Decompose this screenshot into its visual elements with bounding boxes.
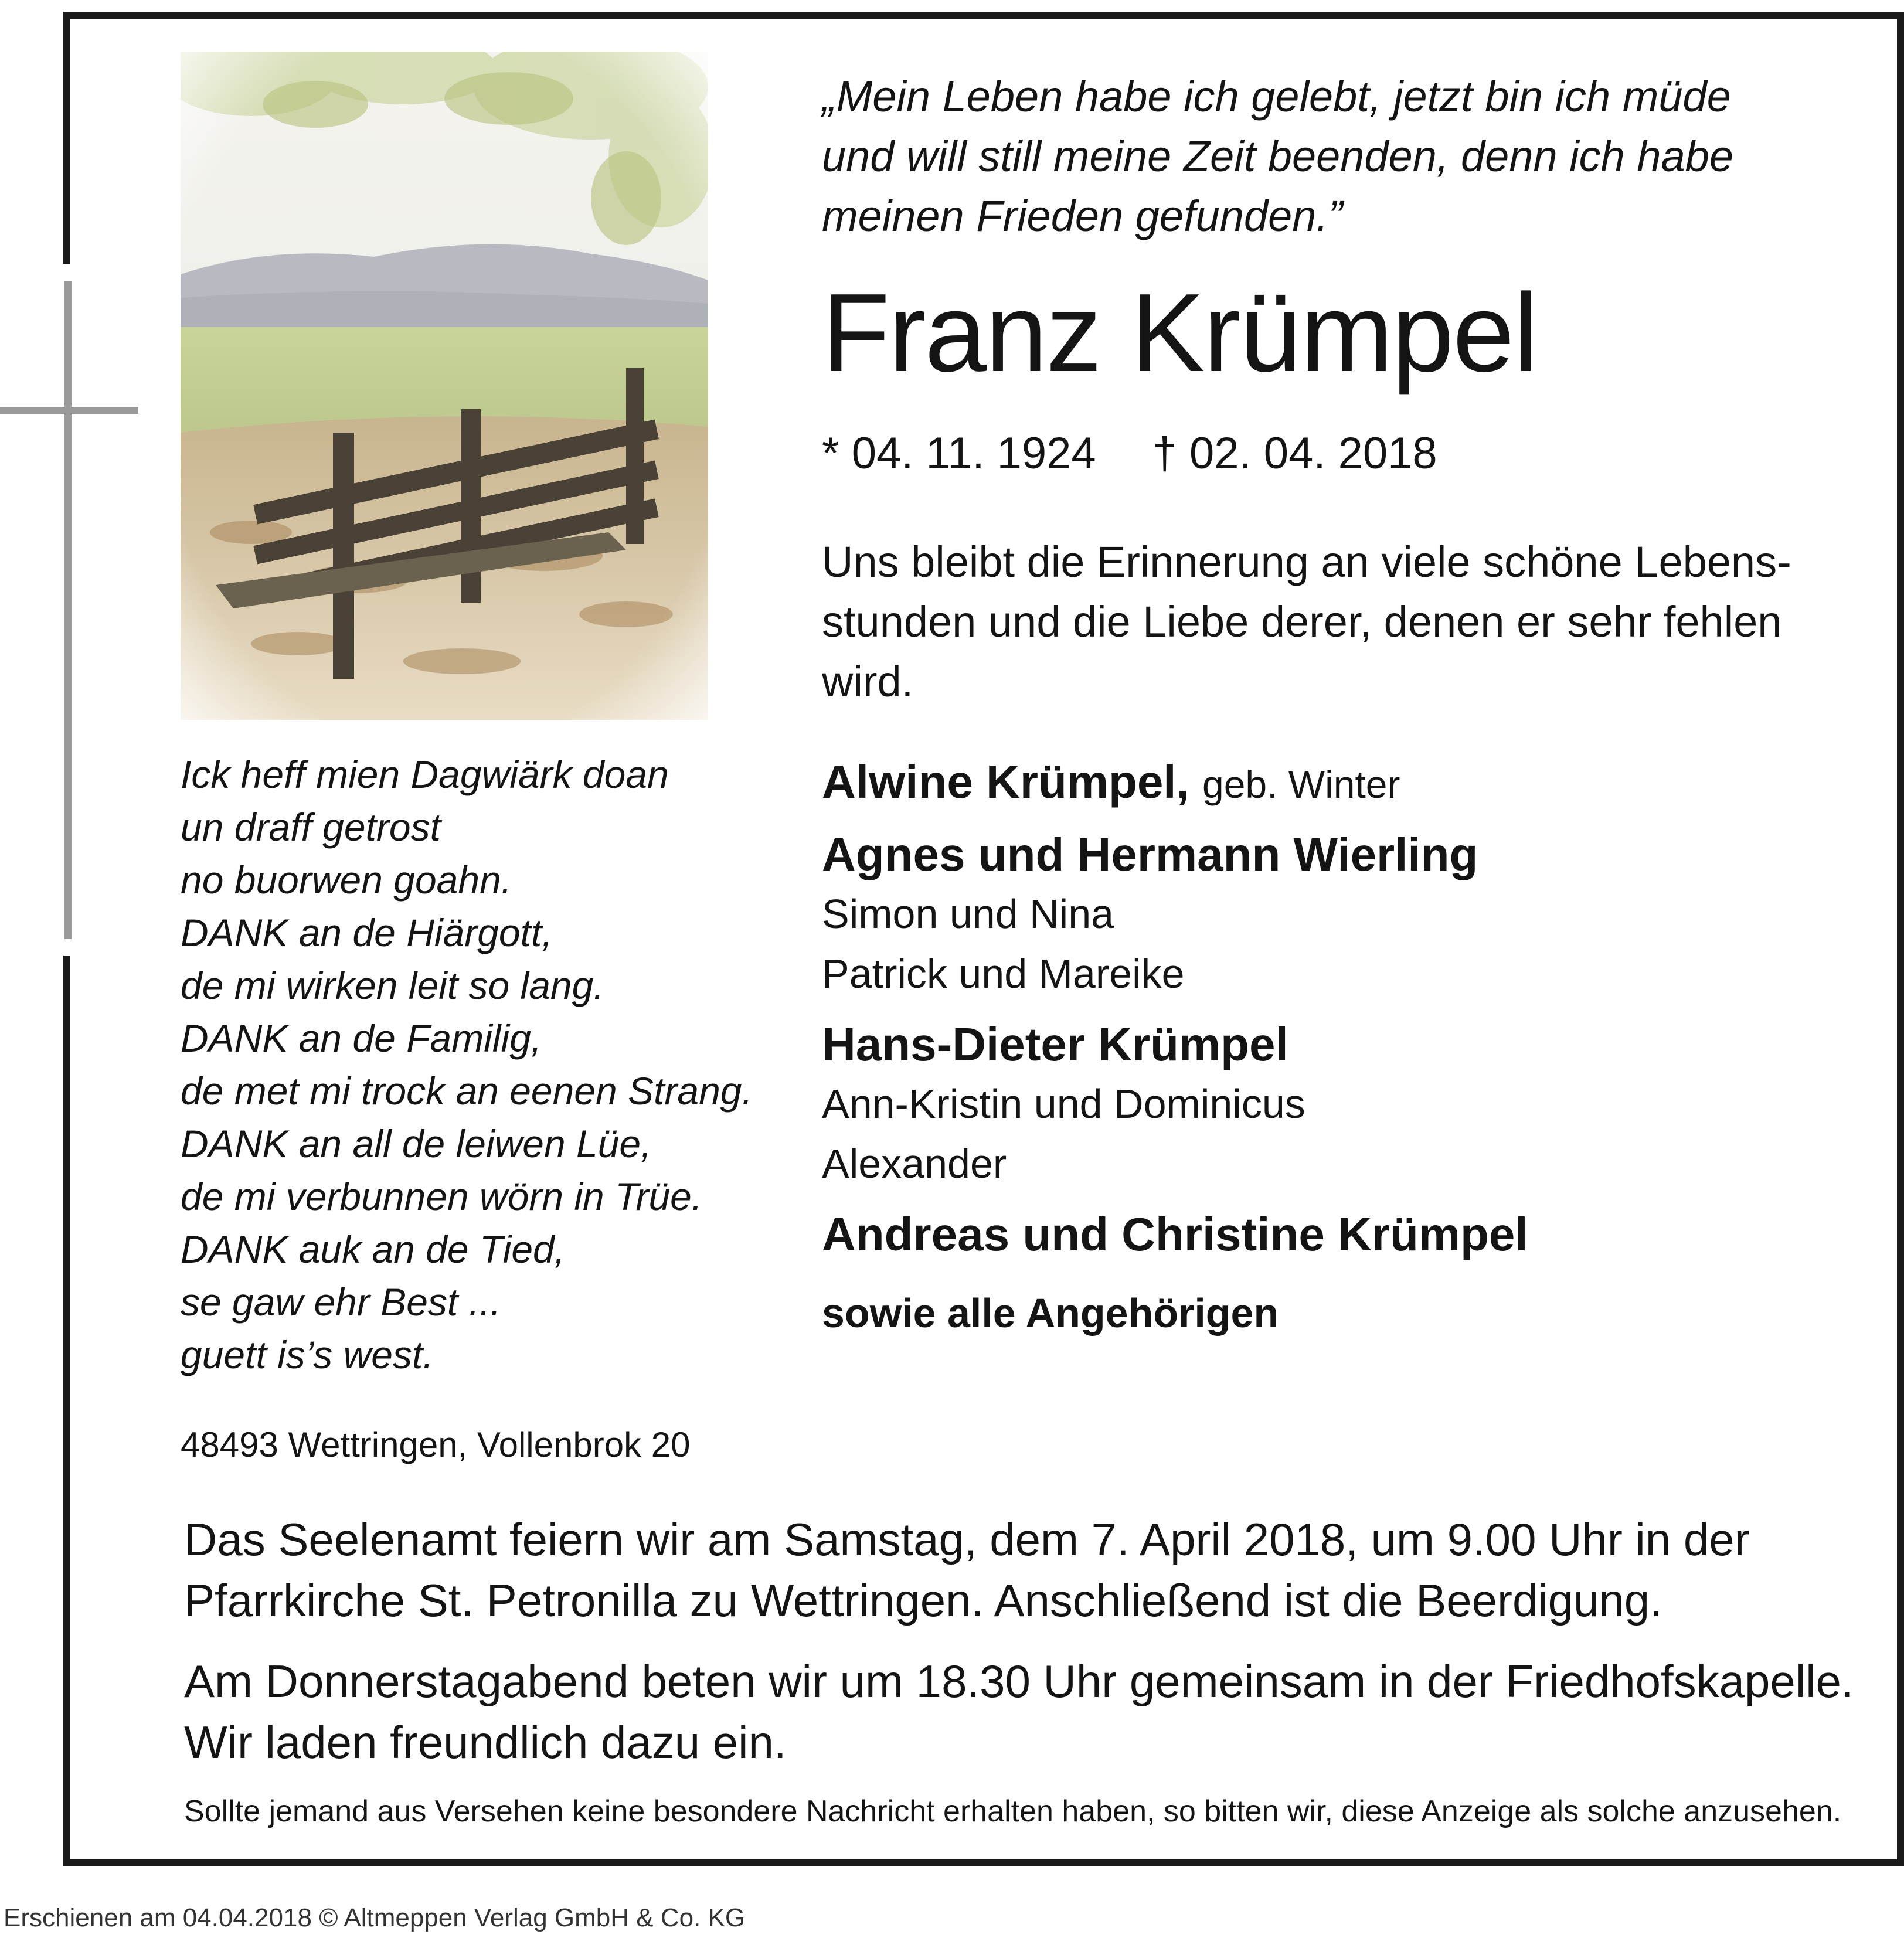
- service-info: [184, 1509, 1854, 1773]
- death-date: † 02. 04. 2018: [1152, 429, 1437, 478]
- poem-line: guett is’s west.: [181, 1333, 434, 1376]
- poem-line: DANK an all de leiwen Lüe,: [181, 1122, 652, 1165]
- poem-line: de mi wirken leit so lang.: [181, 964, 604, 1007]
- remembrance-line: Uns bleibt die Erinnerung an viele schöne Lebens-: [822, 538, 1791, 586]
- mourner-group-member: Simon und Nina: [822, 891, 1114, 937]
- mourner-group-head: Agnes und Hermann Wierling: [822, 828, 1478, 880]
- publication-footer: Erschienen am 04.04.2018 © Altmeppen Verlag GmbH & Co. KG: [4, 1903, 746, 1932]
- cross-horizontal-bar: [0, 407, 138, 414]
- mourner-group-head: Hans-Dieter Krümpel: [822, 1018, 1288, 1070]
- service-line: Das Seelenamt feiern wir am Samstag, dem 7. April 2018, um 9.00 Uhr in der: [184, 1514, 1750, 1565]
- notice-note: Sollte jemand aus Versehen keine besondere Nachricht erhalten haben, so bitten wir, diese Anzeige als solche anzusehen.: [184, 1794, 1842, 1828]
- poem-line: Ick heff mien Dagwiärk doan: [181, 753, 669, 796]
- poem-line: no buorwen goahn.: [181, 858, 512, 902]
- poem-line: DANK an de Familig,: [181, 1016, 542, 1060]
- all-relatives: sowie alle Angehörigen: [822, 1290, 1279, 1336]
- birth-date: * 04. 11. 1924: [822, 429, 1096, 478]
- frame-left-border-upper: [63, 12, 70, 264]
- mourners-list: [822, 753, 1877, 1342]
- mourner-wife: [822, 753, 1877, 814]
- quote-line: und will still meine Zeit beenden, denn ich habe: [822, 132, 1733, 181]
- frame-top-border: [63, 12, 1904, 19]
- prayer-line: Am Donnerstagabend beten wir um 18.30 Uhr gemeinsam in der Friedhofskapelle.: [184, 1655, 1854, 1707]
- service-line: Pfarrkirche St. Petronilla zu Wettringen. Anschließend ist die Beerdigung.: [184, 1575, 1662, 1626]
- wife-name: Alwine Krümpel,: [822, 756, 1189, 808]
- frame-right-border: [1897, 12, 1904, 1866]
- poem-line: DANK an de Hiärgott,: [181, 911, 553, 954]
- family-address: 48493 Wettringen, Vollenbrok 20: [181, 1425, 691, 1464]
- remembrance-text: [822, 532, 1791, 712]
- poem-line: de mi verbunnen wörn in Trüe.: [181, 1175, 703, 1218]
- remembrance-line: stunden und die Liebe derer, denen er sehr fehlen: [822, 597, 1782, 646]
- poem-line: un draff getrost: [181, 805, 441, 849]
- life-dates: [822, 424, 1437, 483]
- frame-bottom-border: [63, 1859, 1904, 1866]
- quote-block: [822, 67, 1795, 246]
- wife-maiden-name: geb. Winter: [1202, 763, 1400, 806]
- poem-line: se gaw ehr Best ...: [181, 1280, 501, 1324]
- paragraph-gap: [184, 1631, 1788, 1651]
- remembrance-line: wird.: [822, 657, 914, 706]
- mourner-group-member: Ann-Kristin und Dominicus: [822, 1081, 1305, 1127]
- poem-block: [181, 748, 753, 1381]
- cross-vertical-bar: [64, 281, 72, 939]
- frame-left-border-lower: [63, 956, 70, 1866]
- poem-line: DANK auk an de Tied,: [181, 1228, 566, 1271]
- quote-line: meinen Frieden gefunden.”: [822, 192, 1343, 240]
- mourner-group-member: Patrick und Mareike: [822, 951, 1185, 997]
- poem-line: de met mi trock an eenen Strang.: [181, 1069, 753, 1113]
- mourner-group-head: Andreas und Christine Krümpel: [822, 1208, 1528, 1260]
- mourner-group-member: Alexander: [822, 1141, 1007, 1186]
- prayer-line: Wir laden freundlich dazu ein.: [184, 1716, 787, 1768]
- bench-landscape-image: [181, 52, 708, 720]
- quote-line: „Mein Leben habe ich gelebt, jetzt bin ich müde: [822, 72, 1731, 121]
- deceased-name: Franz Krümpel: [822, 271, 1537, 395]
